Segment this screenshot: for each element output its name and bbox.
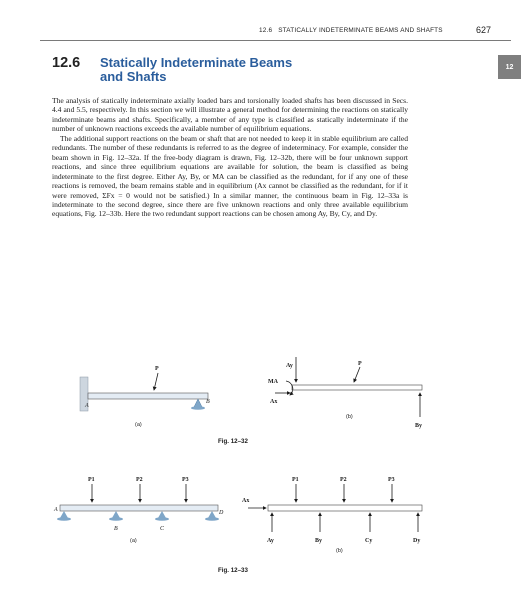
roller-support-d bbox=[208, 511, 216, 518]
label-ax: Ax bbox=[242, 498, 250, 504]
label-cy: Cy bbox=[365, 538, 373, 544]
fbd-label-p1: P1 bbox=[292, 477, 299, 483]
fbd-beam bbox=[268, 505, 422, 511]
label-d: D bbox=[219, 510, 224, 516]
label-ay: Ay bbox=[286, 363, 293, 369]
beam bbox=[88, 393, 208, 399]
roller-support bbox=[194, 399, 202, 407]
paragraph-1: The analysis of statically indeterminate axially loaded bars and torsionally loaded shafts has been discussed in Secs. 4.4 and 5.5, respectively. In this section we will illustrate a general method for determining the reactions on statically indeterminate beams and shafts. Specifically, a member of any type is classified as statically indeterminate if the number of unknown reactions exceeds the available number of equilibrium equations. bbox=[52, 96, 408, 134]
label-a: A bbox=[54, 507, 58, 513]
fig33b-free-body-diagram bbox=[242, 477, 422, 554]
load-arrow-p bbox=[154, 373, 158, 390]
label-by: By bbox=[315, 538, 323, 544]
caption-fig-12-32: Fig. 12–32 bbox=[218, 438, 248, 445]
fbd-label-p3: P3 bbox=[388, 477, 395, 483]
fig33a-beam-diagram bbox=[53, 477, 224, 544]
label-p1: P1 bbox=[88, 477, 95, 483]
sub-a: (a) bbox=[135, 422, 142, 428]
fig32a-beam-diagram bbox=[80, 366, 210, 428]
section-title bbox=[100, 56, 360, 83]
section-title-line2: and Shafts bbox=[100, 68, 167, 84]
label-p2: P2 bbox=[136, 477, 143, 483]
label-a: A bbox=[85, 403, 89, 409]
fig32b-free-body-diagram bbox=[268, 357, 422, 429]
label-p: P bbox=[155, 366, 159, 372]
roller-support-b bbox=[112, 511, 120, 518]
chapter-tab: 12 bbox=[498, 55, 521, 79]
label-c: C bbox=[160, 526, 165, 532]
support-d-base bbox=[205, 517, 219, 521]
roller-support-c bbox=[158, 511, 166, 518]
label-p3: P3 bbox=[182, 477, 189, 483]
header-rule bbox=[40, 40, 511, 41]
continuous-beam bbox=[60, 505, 218, 511]
fbd-beam bbox=[292, 385, 422, 390]
figure-12-32 bbox=[60, 355, 450, 455]
pin-support-a bbox=[60, 511, 68, 518]
label-ma: MA bbox=[268, 379, 278, 385]
caption-fig-12-33: Fig. 12–33 bbox=[218, 567, 248, 574]
section-number: 12.6 bbox=[52, 55, 81, 71]
running-head bbox=[0, 0, 521, 40]
fbd-label-p: P bbox=[358, 361, 362, 367]
body-text bbox=[52, 96, 408, 219]
support-b-base bbox=[109, 517, 123, 521]
label-b: B bbox=[114, 526, 118, 532]
sub-b: (b) bbox=[346, 414, 353, 420]
section-title-line1: Statically Indeterminate Beams bbox=[100, 55, 293, 70]
support-base bbox=[191, 406, 205, 410]
support-c-base bbox=[155, 517, 169, 521]
sub-a: (a) bbox=[130, 538, 137, 544]
figure-12-33 bbox=[52, 470, 452, 580]
label-dy: Dy bbox=[413, 538, 421, 544]
fbd-label-p2: P2 bbox=[340, 477, 347, 483]
fbd-load-arrow-p bbox=[354, 367, 360, 382]
label-by: By bbox=[415, 423, 423, 429]
page-number: 627 bbox=[476, 25, 492, 35]
label-b: B bbox=[206, 399, 210, 405]
running-head-title: 12.6 STATICALLY INDETERMINATE BEAMS AND SHAFTS bbox=[259, 27, 443, 34]
paragraph-2: The additional support reactions on the beam or shaft that are not needed to keep it in stable equilibrium are called redundants. The number of these redundants is referred to as the degree of indeterminacy. For example, consider the beam shown in Fig. 12–32a. If the free-body diagram is drawn, Fig. 12–32b, there will be four unknown support reactions, and since three equilibrium equations are available for solution, the beam is classified as being indeterminate to the first degree. Either Ay, By, or MA can be classified as the redundant, for if any one of these reactions is removed, the beam remains stable and in equilibrium (Ax cannot be classified as the redundant, for if it were removed, ΣFx = 0 would not be satisfied.) In a similar manner, the continuous beam in Fig. 12–33a is indeterminate to the second degree, since there are five unknown reactions and only three available equilibrium equations, Fig. 12–33b. Here the two redundant support reactions can be chosen among Ay, By, Cy, and Dy. bbox=[52, 133, 408, 219]
sub-b: (b) bbox=[336, 548, 343, 554]
label-ax: Ax bbox=[270, 399, 278, 405]
support-a-base bbox=[57, 517, 71, 521]
label-ay: Ay bbox=[267, 538, 274, 544]
